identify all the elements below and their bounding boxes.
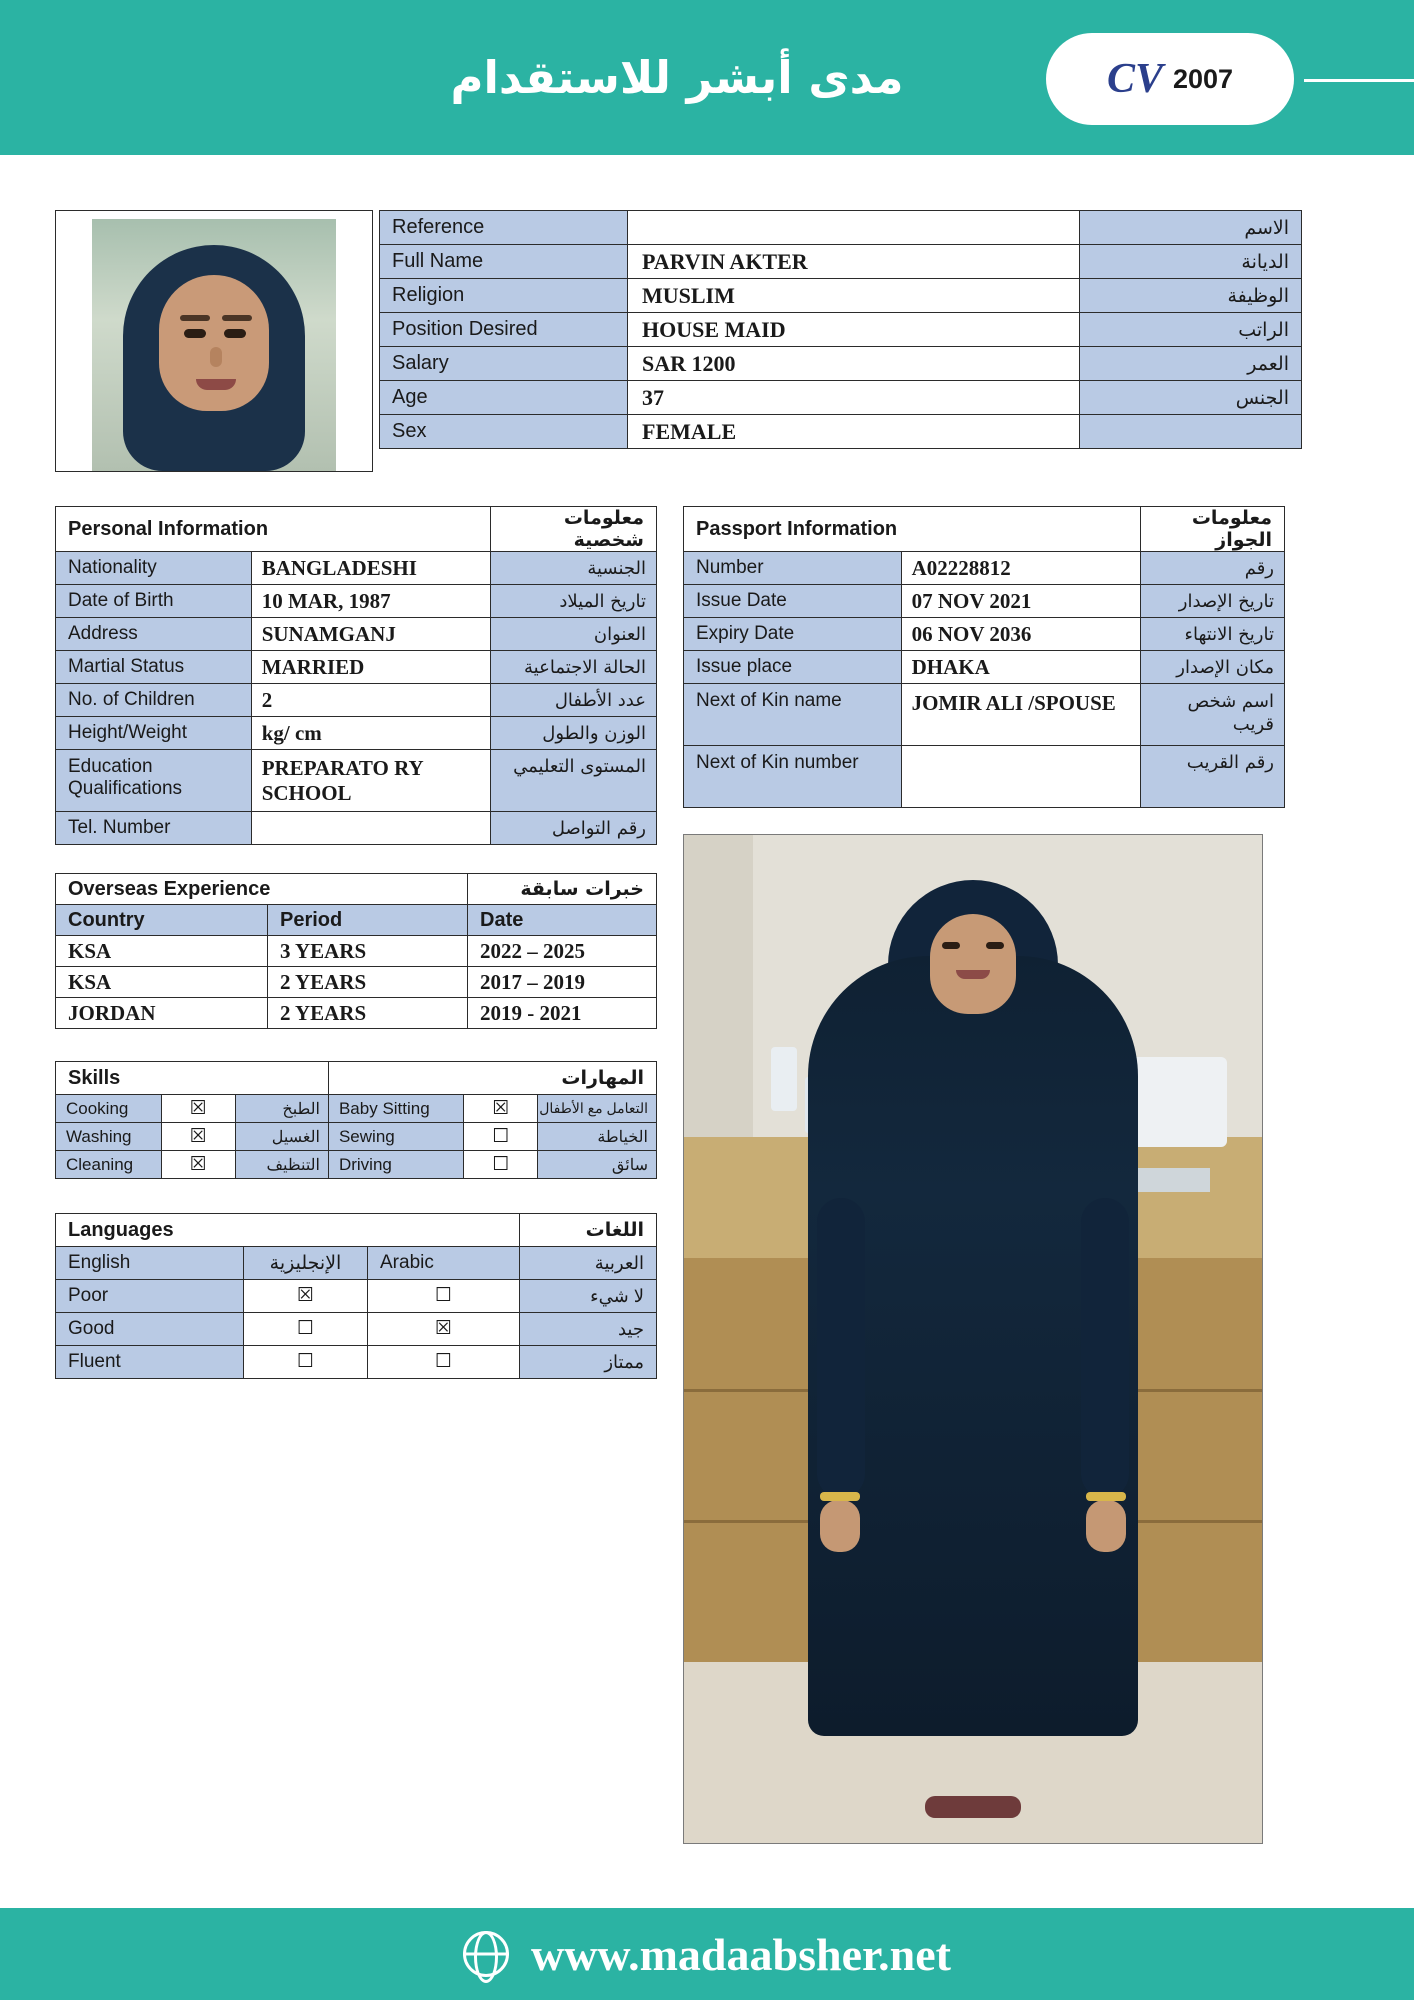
personal-title-en: Personal Information	[56, 507, 491, 552]
table-header-row	[684, 507, 1285, 552]
field-label: Nationality	[56, 552, 252, 585]
field-value: MARRIED	[251, 651, 491, 684]
table-header-row	[56, 874, 657, 905]
field-value: 07 NOV 2021	[901, 585, 1141, 618]
header-title: مدى أبشر للاستقدام	[450, 51, 904, 104]
header-rule	[1304, 79, 1414, 82]
field-label: Issue place	[684, 651, 902, 684]
table-row	[56, 1346, 657, 1379]
field-arabic: الجنسية	[491, 552, 657, 585]
field-label: Next of Kin number	[684, 746, 902, 808]
table-row	[56, 1151, 657, 1179]
field-label: Expiry Date	[684, 618, 902, 651]
column-header-date: Date	[468, 905, 657, 936]
cv-badge-label: CV	[1106, 56, 1163, 102]
overseas-country: KSA	[56, 936, 268, 967]
summary-label: Sex	[380, 415, 628, 449]
summary-value: FEMALE	[628, 415, 1080, 449]
table-row	[56, 552, 657, 585]
overseas-country: JORDAN	[56, 998, 268, 1029]
field-value: JOMIR ALI /SPOUSE	[901, 684, 1141, 746]
skill-checkbox-washing[interactable]: ☒	[161, 1123, 235, 1151]
skill-label-driving: Driving	[328, 1151, 463, 1179]
language-level-fluent-ar: ممتاز	[520, 1346, 657, 1379]
footer-url[interactable]: www.madaabsher.net	[530, 1928, 952, 1980]
language-ar-arabic: العربية	[520, 1247, 657, 1280]
field-arabic: المستوى التعليمي	[491, 750, 657, 812]
language-arabic-header: Arabic	[368, 1247, 520, 1280]
page-header	[0, 0, 1414, 155]
table-row	[684, 618, 1285, 651]
language-level-poor: Poor	[56, 1280, 244, 1313]
table-row	[56, 812, 657, 845]
language-level-poor-ar: لا شيء	[520, 1280, 657, 1313]
summary-arabic: الراتب	[1080, 313, 1302, 347]
field-label: Number	[684, 552, 902, 585]
cv-badge	[1046, 33, 1294, 125]
table-header-row	[56, 905, 657, 936]
cv-badge-number: 2007	[1172, 63, 1234, 94]
summary-arabic: الجنس	[1080, 381, 1302, 415]
summary-arabic: العمر	[1080, 347, 1302, 381]
field-label: Next of Kin name	[684, 684, 902, 746]
field-label: Date of Birth	[56, 585, 252, 618]
skill-arabic-cleaning: التنظيف	[235, 1151, 328, 1179]
field-value: 06 NOV 2036	[901, 618, 1141, 651]
field-label: Tel. Number	[56, 812, 252, 845]
summary-arabic: الوظيفة	[1080, 279, 1302, 313]
table-row	[56, 585, 657, 618]
left-column	[55, 506, 657, 1844]
skills-title-ar: المهارات	[328, 1062, 656, 1095]
skill-arabic-driving: سائق	[538, 1151, 657, 1179]
field-value: PREPARATO RY SCHOOL	[251, 750, 491, 812]
table-row	[56, 651, 657, 684]
skill-arabic-babysitting: التعامل مع الأطفال	[538, 1095, 657, 1123]
table-row	[380, 313, 1302, 347]
table-row	[684, 746, 1285, 808]
globe-icon	[463, 1931, 509, 1977]
skill-label-cooking: Cooking	[56, 1095, 162, 1123]
field-value: BANGLADESHI	[251, 552, 491, 585]
languages-title-en: Languages	[56, 1214, 520, 1247]
language-level-header: English	[56, 1247, 244, 1280]
overseas-date: 2017 – 2019	[468, 967, 657, 998]
field-arabic: رقم	[1141, 552, 1285, 585]
table-row	[684, 585, 1285, 618]
table-row	[56, 1313, 657, 1346]
overseas-date: 2022 – 2025	[468, 936, 657, 967]
summary-value: SAR 1200	[628, 347, 1080, 381]
field-label: Address	[56, 618, 252, 651]
overseas-country: KSA	[56, 967, 268, 998]
detail-columns	[55, 506, 1359, 1844]
summary-value: HOUSE MAID	[628, 313, 1080, 347]
summary-label: Full Name	[380, 245, 628, 279]
language-level-good-ar: جيد	[520, 1313, 657, 1346]
skill-label-babysitting: Baby Sitting	[328, 1095, 463, 1123]
summary-label: Reference	[380, 211, 628, 245]
field-label: Issue Date	[684, 585, 902, 618]
table-row	[56, 618, 657, 651]
summary-label: Age	[380, 381, 628, 415]
summary-arabic: الديانة	[1080, 245, 1302, 279]
document-body	[0, 210, 1414, 1844]
skill-checkbox-cooking[interactable]: ☒	[161, 1095, 235, 1123]
page-footer	[0, 1908, 1414, 2000]
portrait-photo	[55, 210, 373, 472]
column-header-period: Period	[268, 905, 468, 936]
skill-arabic-sewing: الخياطة	[538, 1123, 657, 1151]
table-row	[56, 717, 657, 750]
table-header-row	[56, 507, 657, 552]
table-row	[56, 750, 657, 812]
table-row	[56, 1095, 657, 1123]
summary-value: 37	[628, 381, 1080, 415]
field-arabic: عدد الأطفال	[491, 684, 657, 717]
field-value: 2	[251, 684, 491, 717]
overseas-period: 3 YEARS	[268, 936, 468, 967]
skills-table	[55, 1061, 657, 1179]
table-row	[380, 211, 1302, 245]
skill-arabic-washing: الغسيل	[235, 1123, 328, 1151]
field-arabic: رقم التواصل	[491, 812, 657, 845]
languages-table	[55, 1213, 657, 1379]
table-row	[56, 1123, 657, 1151]
table-row	[380, 279, 1302, 313]
skill-label-washing: Washing	[56, 1123, 162, 1151]
language-checkbox-arabic-good[interactable]: ☒	[368, 1313, 520, 1346]
language-checkbox-english-good[interactable]: ☐	[244, 1313, 368, 1346]
table-row	[56, 936, 657, 967]
language-en-arabic: الإنجليزية	[244, 1247, 368, 1280]
field-arabic: تاريخ الميلاد	[491, 585, 657, 618]
table-row	[684, 552, 1285, 585]
summary-label: Religion	[380, 279, 628, 313]
field-value	[251, 812, 491, 845]
field-arabic: رقم القريب	[1141, 746, 1285, 808]
summary-value	[628, 211, 1080, 245]
field-value: kg/ cm	[251, 717, 491, 750]
portrait-image	[92, 219, 336, 471]
summary-label: Position Desired	[380, 313, 628, 347]
table-row	[684, 651, 1285, 684]
skill-label-cleaning: Cleaning	[56, 1151, 162, 1179]
summary-table	[379, 210, 1302, 449]
table-header-row	[56, 1062, 657, 1095]
overseas-title-en: Overseas Experience	[56, 874, 468, 905]
language-level-fluent: Fluent	[56, 1346, 244, 1379]
overseas-title-ar: خبرات سابقة	[468, 874, 657, 905]
overseas-experience-table	[55, 873, 657, 1029]
field-label: Education Qualifications	[56, 750, 252, 812]
skill-label-sewing: Sewing	[328, 1123, 463, 1151]
full-body-photo	[683, 834, 1263, 1844]
language-level-good: Good	[56, 1313, 244, 1346]
passport-title-en: Passport Information	[684, 507, 1141, 552]
language-checkbox-arabic-poor[interactable]: ☐	[368, 1280, 520, 1313]
field-label: No. of Children	[56, 684, 252, 717]
skill-checkbox-sewing[interactable]: ☐	[464, 1123, 538, 1151]
table-header-row	[56, 1214, 657, 1247]
overseas-date: 2019 - 2021	[468, 998, 657, 1029]
field-arabic: اسم شخص قريب	[1141, 684, 1285, 746]
field-label: Height/Weight	[56, 717, 252, 750]
table-row	[380, 415, 1302, 449]
skill-checkbox-driving[interactable]: ☐	[464, 1151, 538, 1179]
summary-value: MUSLIM	[628, 279, 1080, 313]
field-value	[901, 746, 1141, 808]
field-value: 10 MAR, 1987	[251, 585, 491, 618]
summary-label: Salary	[380, 347, 628, 381]
right-column	[683, 506, 1285, 1844]
field-value: SUNAMGANJ	[251, 618, 491, 651]
applicant-summary	[55, 210, 1359, 472]
table-row	[56, 684, 657, 717]
personal-title-ar: معلومات شخصية	[491, 507, 657, 552]
field-arabic: الحالة الاجتماعية	[491, 651, 657, 684]
column-header-country: Country	[56, 905, 268, 936]
table-row	[380, 381, 1302, 415]
table-row	[56, 967, 657, 998]
table-row	[684, 684, 1285, 746]
field-value: DHAKA	[901, 651, 1141, 684]
summary-arabic	[1080, 415, 1302, 449]
table-row	[56, 998, 657, 1029]
field-value: A02228812	[901, 552, 1141, 585]
languages-title-ar: اللغات	[520, 1214, 657, 1247]
summary-value: PARVIN AKTER	[628, 245, 1080, 279]
table-row	[380, 347, 1302, 381]
table-header-row	[56, 1247, 657, 1280]
language-checkbox-arabic-fluent[interactable]: ☐	[368, 1346, 520, 1379]
passport-information-table	[683, 506, 1285, 808]
skill-checkbox-babysitting[interactable]: ☒	[464, 1095, 538, 1123]
field-label: Martial Status	[56, 651, 252, 684]
summary-arabic: الاسم	[1080, 211, 1302, 245]
skill-checkbox-cleaning[interactable]: ☒	[161, 1151, 235, 1179]
table-row	[56, 1280, 657, 1313]
field-arabic: الوزن والطول	[491, 717, 657, 750]
overseas-period: 2 YEARS	[268, 998, 468, 1029]
table-row	[380, 245, 1302, 279]
overseas-period: 2 YEARS	[268, 967, 468, 998]
passport-title-ar: معلومات الجواز	[1141, 507, 1285, 552]
language-checkbox-english-fluent[interactable]: ☐	[244, 1346, 368, 1379]
field-arabic: العنوان	[491, 618, 657, 651]
field-arabic: تاريخ الانتهاء	[1141, 618, 1285, 651]
field-arabic: مكان الإصدار	[1141, 651, 1285, 684]
skills-title-en: Skills	[56, 1062, 329, 1095]
skill-arabic-cooking: الطبخ	[235, 1095, 328, 1123]
personal-information-table	[55, 506, 657, 845]
field-arabic: تاريخ الإصدار	[1141, 585, 1285, 618]
language-checkbox-english-poor[interactable]: ☒	[244, 1280, 368, 1313]
